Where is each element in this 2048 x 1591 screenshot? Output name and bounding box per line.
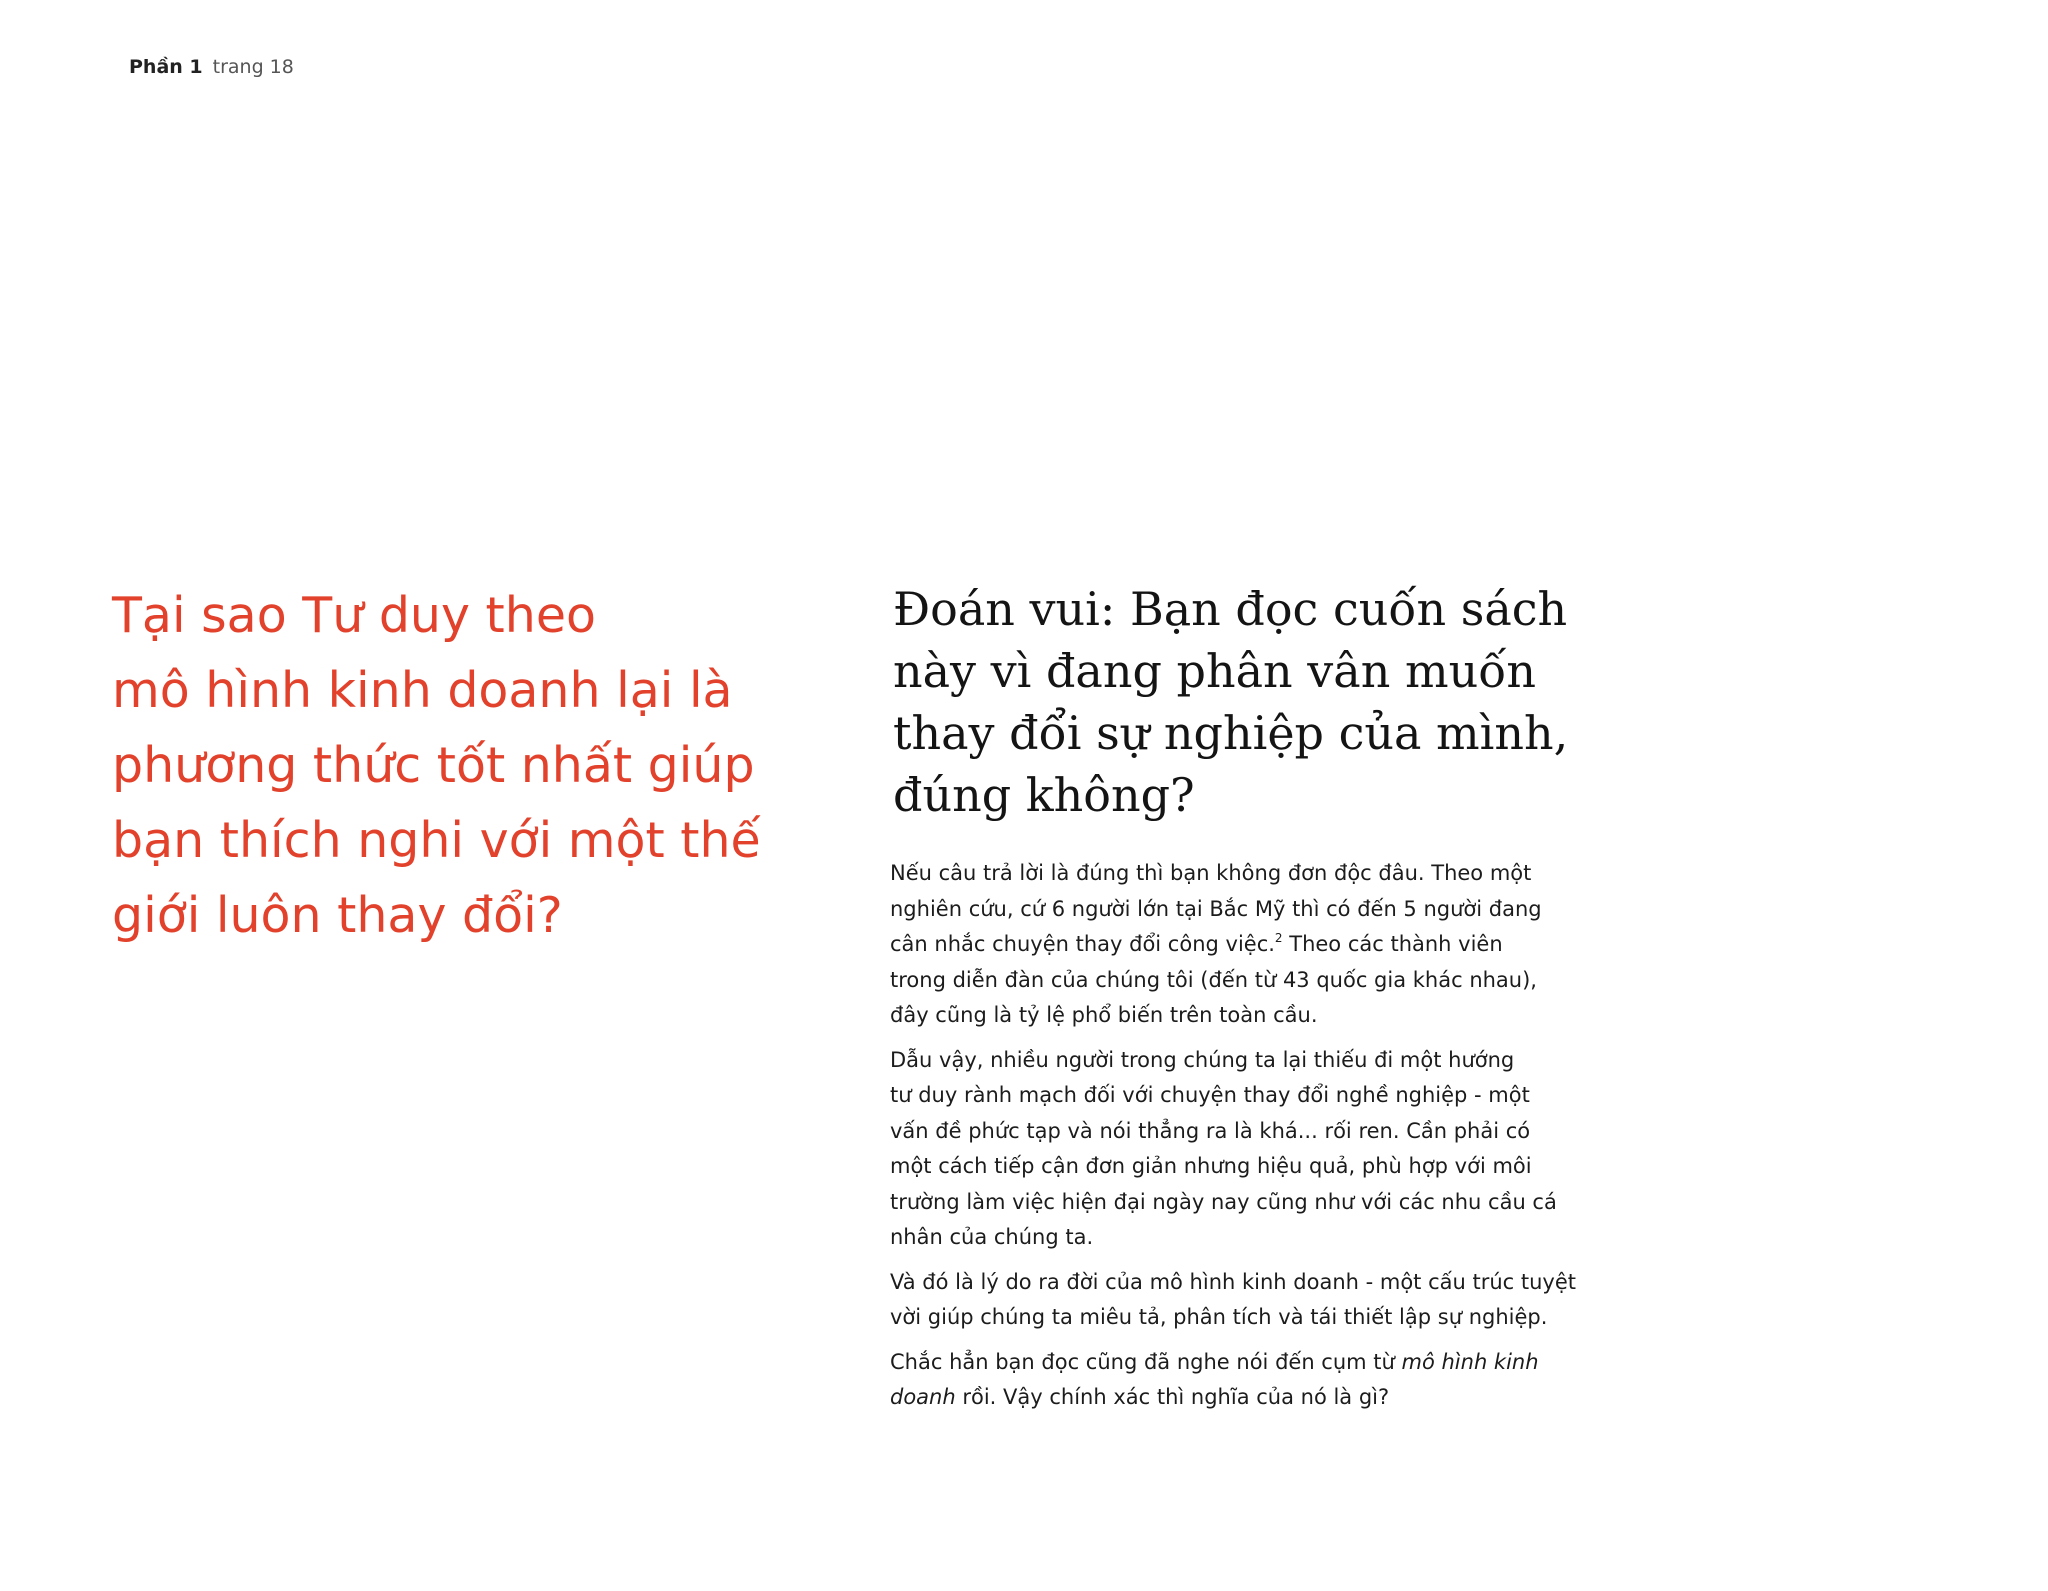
pull-question [112, 578, 832, 953]
page-header [129, 54, 294, 80]
section-heading-line: Đoán vui: Bạn đọc cuốn sách [893, 582, 1568, 636]
text-line [890, 1380, 1590, 1416]
text-line: trường làm việc hiện đại ngày nay cũng như với các nhu cầu cá [890, 1189, 1557, 1214]
emphasis-term: doanh [890, 1385, 956, 1409]
text-run: cân nhắc chuyện thay đổi công việc. [890, 932, 1275, 956]
paragraph-3 [890, 1265, 1590, 1336]
text-line [890, 927, 1590, 963]
pull-question-line: giới luôn thay đổi? [112, 887, 563, 944]
paragraph-4 [890, 1345, 1590, 1416]
text-run: Theo các thành viên [1282, 932, 1503, 956]
emphasis-term: mô hình kinh [1401, 1349, 1539, 1374]
text-line: đây cũng là tỷ lệ phổ biến trên toàn cầu. [890, 1003, 1318, 1027]
body-text [890, 856, 1590, 1425]
page-number: trang 18 [212, 56, 294, 78]
footnote-marker: 2 [1274, 931, 1283, 945]
section-heading-line: đúng không? [893, 768, 1195, 822]
pull-question-line: phương thức tốt nhất giúp [112, 737, 755, 794]
text-line: vấn đề phức tạp và nói thẳng ra là khá... rối ren. Cần phải có [890, 1118, 1531, 1143]
text-line: nhân của chúng ta. [890, 1225, 1094, 1249]
pull-question-line: mô hình kinh doanh lại là [112, 662, 733, 719]
text-line: tư duy rành mạch đối với chuyện thay đổi nghề nghiệp - một [890, 1083, 1530, 1107]
part-label: Phần 1 [129, 56, 203, 78]
paragraph-2 [890, 1043, 1590, 1256]
text-line: một cách tiếp cận đơn giản nhưng hiệu quả, phù hợp với môi [890, 1154, 1532, 1178]
text-line: Nếu câu trả lời là đúng thì bạn không đơn độc đâu. Theo một [890, 861, 1532, 885]
section-heading [893, 578, 1653, 826]
text-line: vời giúp chúng ta miêu tả, phân tích và tái thiết lập sự nghiệp. [890, 1305, 1548, 1329]
paragraph-1 [890, 856, 1590, 1034]
section-heading-line: này vì đang phân vân muốn [893, 644, 1536, 698]
text-line: trong diễn đàn của chúng tôi (đến từ 43 quốc gia khác nhau), [890, 967, 1537, 992]
text-line: nghiên cứu, cứ 6 người lớn tại Bắc Mỹ thì có đến 5 người đang [890, 896, 1542, 921]
section-heading-line: thay đổi sự nghiệp của mình, [893, 706, 1569, 760]
text-line: Dẫu vậy, nhiều người trong chúng ta lại thiếu đi một hướng [890, 1047, 1515, 1072]
text-line [890, 1345, 1590, 1381]
pull-question-line: bạn thích nghi với một thế [112, 812, 761, 869]
text-run: rồi. Vậy chính xác thì nghĩa của nó là gì? [955, 1385, 1390, 1409]
text-line: Và đó là lý do ra đời của mô hình kinh doanh - một cấu trúc tuyệt [890, 1269, 1577, 1294]
pull-question-line: Tại sao Tư duy theo [112, 587, 596, 644]
text-run: Chắc hẳn bạn đọc cũng đã nghe nói đến cụm từ [890, 1349, 1402, 1374]
